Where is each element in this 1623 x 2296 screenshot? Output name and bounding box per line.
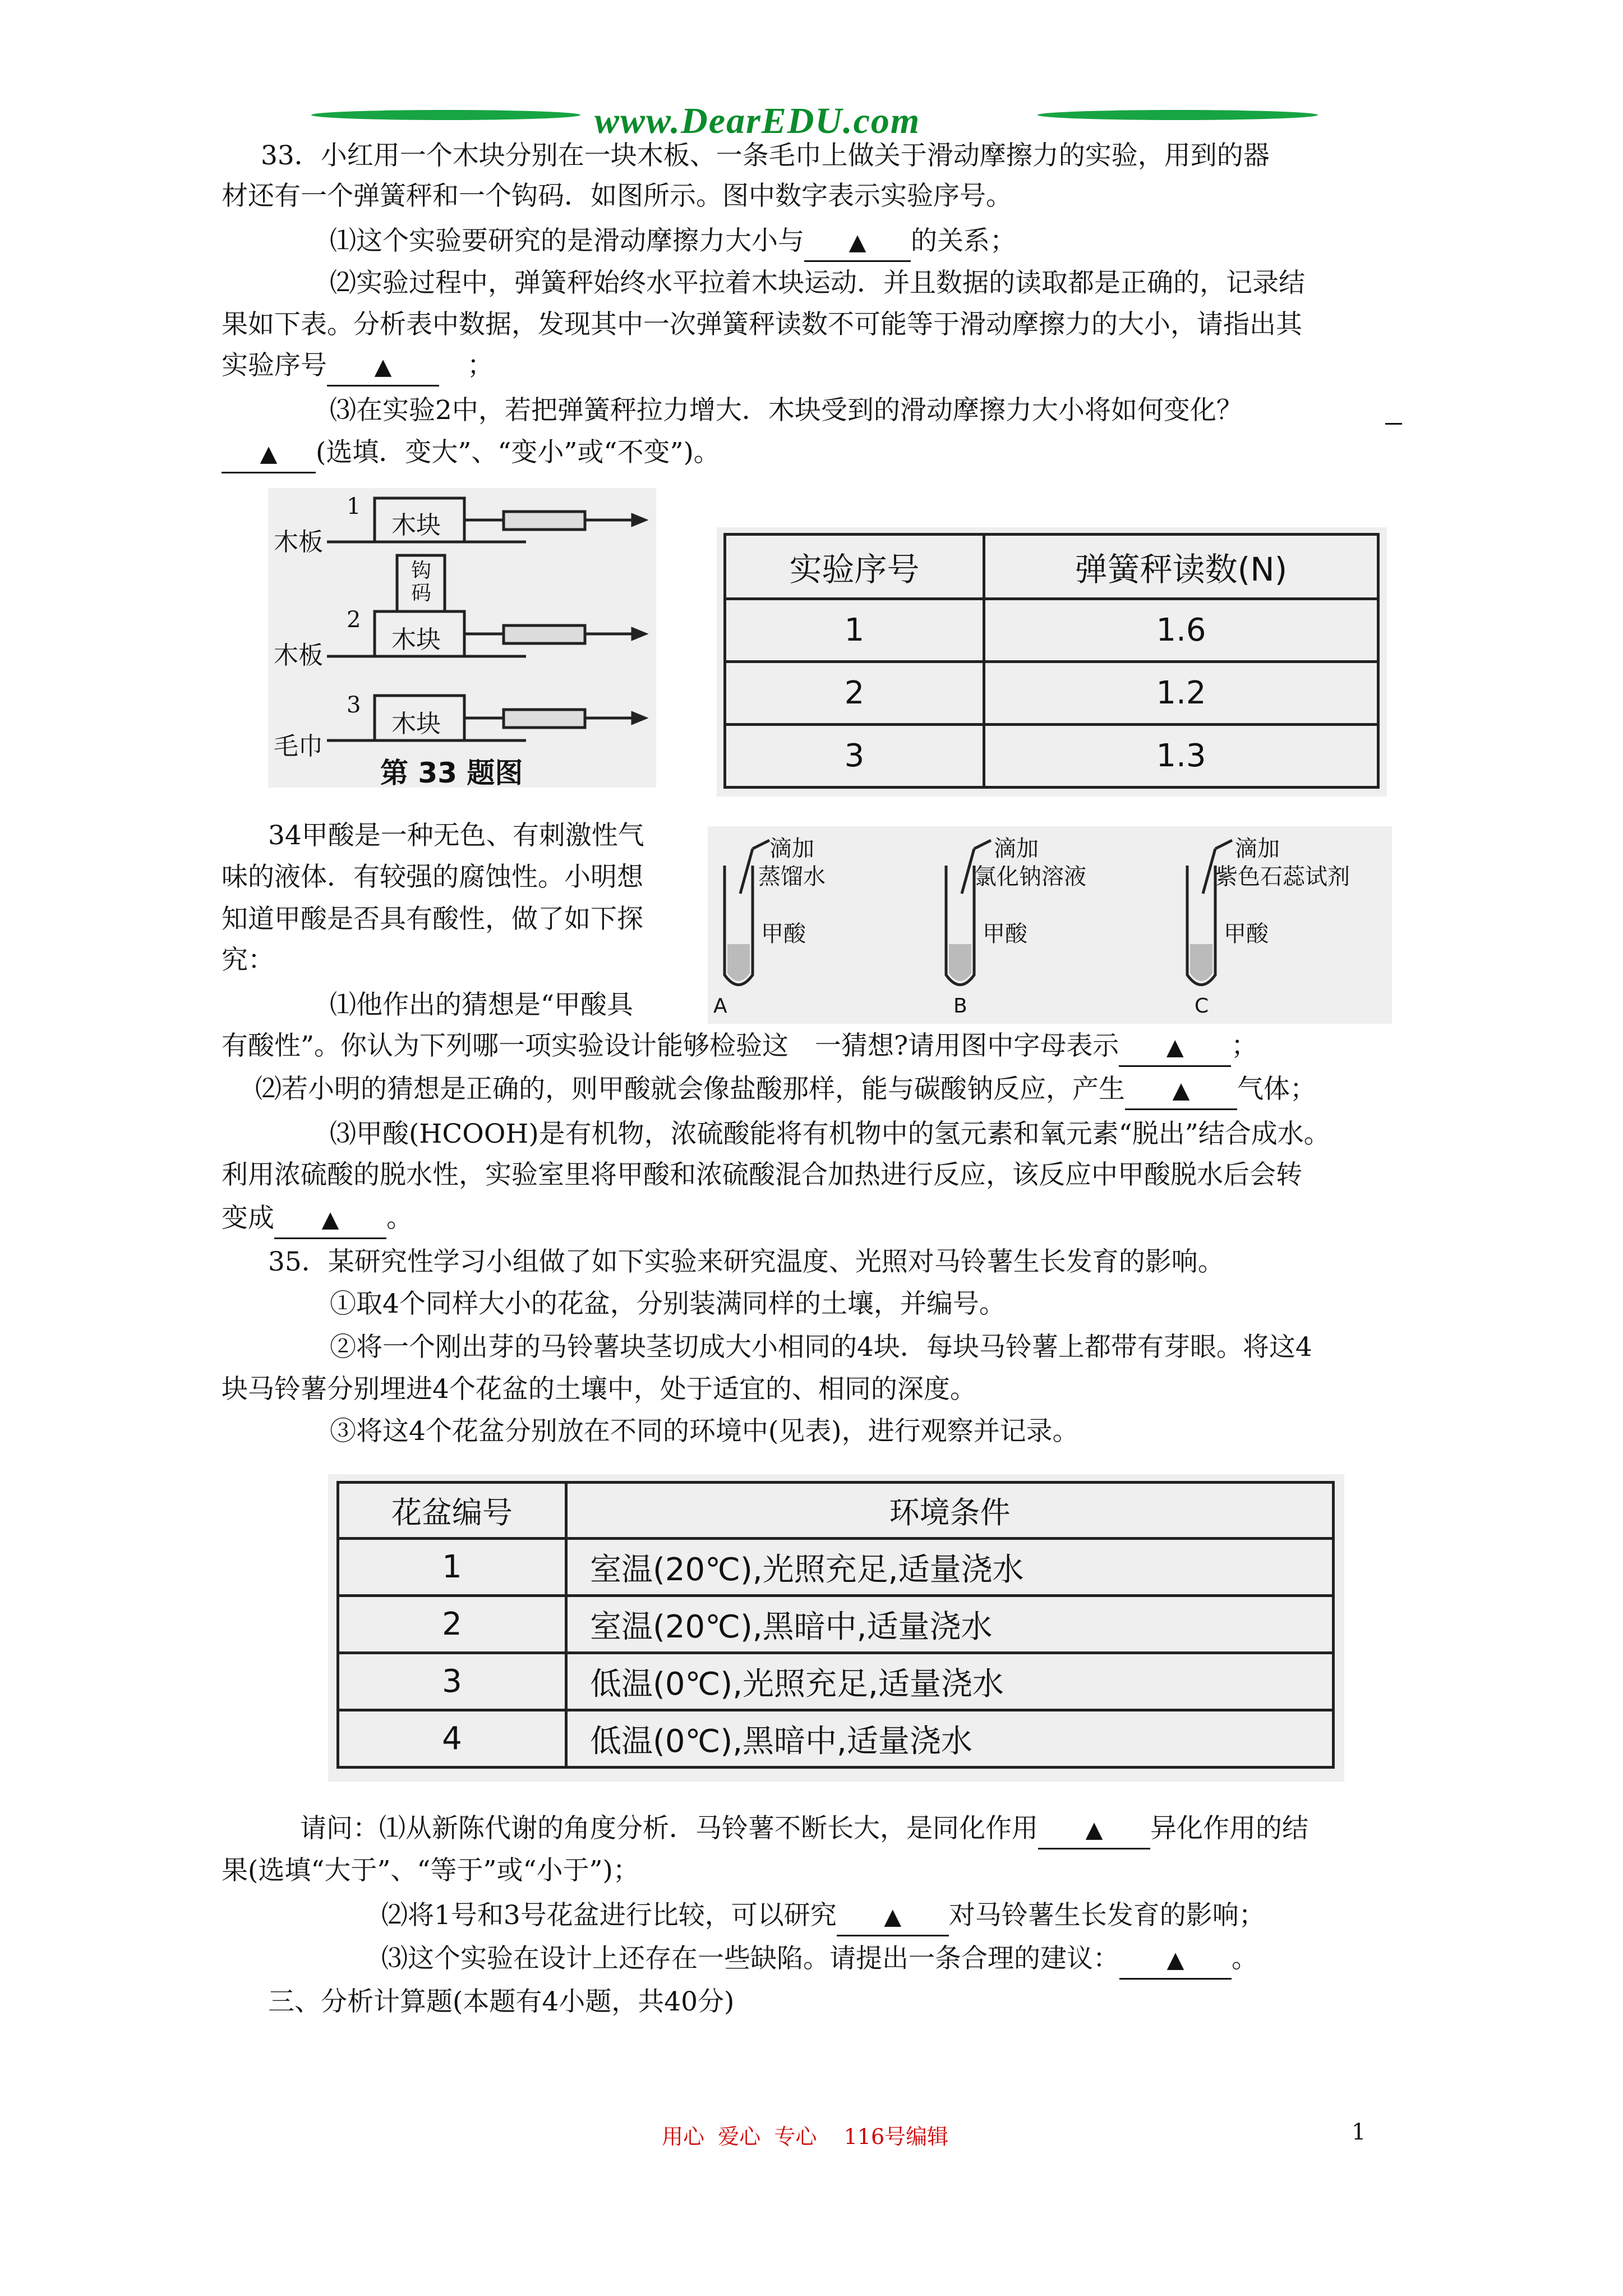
q35-q3-tail: 。 [1232, 1943, 1258, 1974]
q35-q3-text: ⑶这个实验在设计上还存在一些缺陷。请提出一条合理的建议： [381, 1943, 1119, 1974]
q33-intro-line1: 33．小红用一个木块分别在一块木板、一条毛巾上做关于滑动摩擦力的实验，用到的器 [261, 140, 1270, 171]
q33-table-cell: 1.6 [984, 599, 1378, 662]
tube-a-liquid: 甲酸 [761, 921, 806, 947]
q35-q2-blank[interactable] [837, 1898, 949, 1936]
fig-row3-surface: 毛巾 [274, 732, 323, 761]
q35-table-cell: 室温(20℃),光照充足,适量浇水 [566, 1539, 1334, 1596]
tube-b-reagent: 氯化钠溶液 [974, 864, 1086, 890]
q35-line5: ③将这4个花盆分别放在不同的环境中(见表)，进行观察并记录。 [330, 1416, 1079, 1447]
q34-part1-tail: ； [1231, 1030, 1258, 1061]
blank-marker: ▲ [849, 229, 866, 255]
q33-part2-line1: ⑵实验过程中，弹簧秤始终水平拉着木块运动．并且数据的读取都是正确的，记录结 [330, 268, 1305, 298]
q34-line3: 知道甲酸是否具有酸性，做了如下探 [222, 904, 643, 935]
q33-part1-tail: 的关系； [911, 226, 1016, 256]
tube-a-drop: 滴加 [769, 836, 814, 862]
q33-apparatus-drawing [268, 488, 656, 788]
q35-table-header-condition: 环境条件 [566, 1483, 1334, 1539]
q33-part2-line3 [222, 348, 494, 386]
q33-intro-line2: 材还有一个弹簧秤和一个钩码．如图所示。图中数字表示实验序号。 [222, 181, 1012, 211]
q34-part2-text: ⑵若小明的猜想是正确的，则甲酸就会像盐酸那样，能与碳酸钠反应，产生 [255, 1074, 1125, 1105]
fig-row2-weight: 钩码 [411, 559, 431, 605]
q34-part3-text: 变成 [222, 1203, 274, 1234]
blank-marker: ▲ [884, 1904, 902, 1930]
q35-q1-text: 请问：⑴从新陈代谢的角度分析．马铃薯不断长大，是同化作用 [300, 1813, 1038, 1844]
q33-table-cell: 1 [725, 599, 984, 662]
q34-figure [708, 826, 1392, 1024]
tube-c-drop: 滴加 [1235, 836, 1280, 862]
q33-part2-blank[interactable] [327, 348, 439, 386]
q35-question1-line2: 果(选填“大于”、“等于”或“小于”)； [222, 1855, 639, 1886]
q33-part2-text: 实验序号 [222, 350, 327, 381]
q34-line7 [255, 1071, 1316, 1110]
q33-part3-dash [1385, 423, 1402, 425]
q35-table-cell: 低温(0℃),光照充足,适量浇水 [566, 1653, 1334, 1710]
q34-line8: ⑶甲酸(HCOOH)是有机物，浓硫酸能将有机物中的氢元素和氧元素“脱出”结合成水。 [330, 1119, 1330, 1149]
q34-part1-blank[interactable] [1119, 1028, 1231, 1067]
q34-line9: 利用浓硫酸的脱水性，实验室里将甲酸和浓硫酸混合加热进行反应，该反应中甲酸脱水后会转 [222, 1159, 1302, 1190]
q35-q3-blank[interactable] [1119, 1941, 1232, 1980]
fig-caption: 第 33 题图 [380, 757, 523, 789]
q33-part1-text: ⑴这个实验要研究的是滑动摩擦力大小与 [330, 226, 804, 256]
fig-row1-block: 木块 [391, 511, 441, 540]
q35-line1: 35．某研究性学习小组做了如下实验来研究温度、光照对马铃薯生长发育的影响。 [268, 1246, 1224, 1277]
q33-figure [268, 488, 656, 788]
fig-row1-surface: 木板 [274, 528, 323, 556]
q34-line5: ⑴他作出的猜想是“甲酸具 [330, 990, 634, 1020]
q34-part2-tail: 气体； [1237, 1074, 1316, 1105]
q35-table-header-pot: 花盆编号 [338, 1483, 566, 1539]
q33-table-header-reading: 弹簧秤读数(N) [984, 535, 1378, 599]
tube-b-letter: B [953, 995, 967, 1018]
fig-row2-number: 2 [347, 607, 361, 633]
blank-marker: ▲ [321, 1207, 339, 1232]
q34-part1-text: 有酸性”。你认为下列哪一项实验设计能够检验这 一猜想?请用图中字母表示 [222, 1030, 1119, 1061]
header-swoosh-left [311, 110, 580, 120]
q33-part2-line2: 果如下表。分析表中数据，发现其中一次弹簧秤读数不可能等于滑动摩擦力的大小，请指出其 [222, 309, 1302, 340]
q35-q2-tail: 对马铃薯生长发育的影响； [948, 1900, 1265, 1931]
q35-table-cell: 2 [338, 1596, 566, 1653]
fig-row2-surface: 木板 [274, 641, 323, 670]
q35-q1-blank[interactable] [1038, 1811, 1150, 1849]
tube-c-liquid: 甲酸 [1224, 921, 1269, 947]
q34-line4: 究： [222, 945, 274, 976]
q35-question2 [381, 1898, 1265, 1936]
q33-part1 [330, 223, 1016, 262]
q35-line3: ②将一个刚出芽的马铃薯块茎切成大小相同的4块．每块马铃薯上都带有芽眼。将这4 [330, 1332, 1312, 1363]
q33-part2-tail: ； [467, 350, 494, 381]
tube-b-drop: 滴加 [994, 836, 1039, 862]
fig-row3-block: 木块 [391, 710, 441, 738]
q33-table-cell: 3 [725, 725, 984, 788]
q35-table [336, 1481, 1335, 1769]
q35-line4: 块马铃薯分别埋进4个花盆的土壤中，处于适宜的、相同的深度。 [222, 1374, 976, 1405]
q35-table-cell: 低温(0℃),黑暗中,适量浇水 [566, 1710, 1334, 1768]
q33-part3-line1: ⑶在实验2中，若把弹簧秤拉力增大．木块受到的滑动摩擦力大小将如何变化？ [330, 395, 1243, 426]
q35-table-cell: 3 [338, 1653, 566, 1710]
q33-table-cell: 2 [725, 662, 984, 725]
q35-line2: ①取4个同样大小的花盆，分别装满同样的土壤，并编号。 [330, 1289, 1006, 1319]
q34-part2-blank[interactable] [1125, 1071, 1237, 1110]
q35-q2-text: ⑵将1号和3号花盆进行比较，可以研究 [381, 1900, 837, 1931]
q34-line1: 34甲酸是一种无色、有刺激性气 [268, 820, 644, 851]
q35-table-cell: 室温(20℃),黑暗中,适量浇水 [566, 1596, 1334, 1653]
section3-heading: 三、分析计算题(本题有4小题，共40分) [268, 1986, 735, 2017]
q35-question3 [381, 1941, 1258, 1980]
q34-line6 [222, 1028, 1257, 1067]
tube-c-reagent: 紫色石蕊试剂 [1215, 864, 1350, 890]
q33-table [723, 533, 1380, 789]
tube-c-letter: C [1195, 995, 1209, 1018]
page-number: 1 [1352, 2119, 1366, 2145]
q33-table-header-seq: 实验序号 [725, 535, 984, 599]
q35-question1-line1 [300, 1811, 1308, 1849]
q33-part3-tail: (选填．变大”、“变小”或“不变”)。 [316, 437, 720, 468]
q33-part3-blank[interactable] [222, 435, 316, 473]
q33-part1-blank[interactable] [804, 223, 911, 262]
q35-table-cell: 1 [338, 1539, 566, 1596]
q34-part3-blank[interactable] [274, 1200, 386, 1239]
blank-marker: ▲ [374, 354, 392, 380]
blank-marker: ▲ [260, 441, 278, 467]
fig-row1-number: 1 [347, 494, 361, 519]
blank-marker: ▲ [1172, 1078, 1190, 1103]
site-logo[interactable]: www.DearEDU.com [594, 100, 921, 141]
blank-marker: ▲ [1166, 1947, 1184, 1973]
blank-marker: ▲ [1166, 1034, 1184, 1060]
tube-a-letter: A [713, 995, 727, 1018]
header-swoosh-right [1038, 110, 1318, 120]
q34-part3-tail: 。 [386, 1203, 413, 1234]
q34-line10 [222, 1200, 413, 1239]
q35-q1-tail: 异化作用的结 [1150, 1813, 1308, 1844]
footer-text: 用心 爱心 专心 116号编辑 [662, 2124, 949, 2149]
q33-table-cell: 1.2 [984, 662, 1378, 725]
q35-table-cell: 4 [338, 1710, 566, 1768]
q33-part3-line2 [222, 435, 720, 473]
tube-b-liquid: 甲酸 [983, 921, 1027, 947]
q34-line2: 味的液体．有较强的腐蚀性。小明想 [222, 862, 643, 892]
fig-row2-block: 木块 [391, 625, 441, 654]
fig-row3-number: 3 [347, 692, 361, 718]
q33-table-cell: 1.3 [984, 725, 1378, 788]
blank-marker: ▲ [1085, 1817, 1103, 1843]
tube-a-reagent: 蒸馏水 [758, 864, 826, 890]
